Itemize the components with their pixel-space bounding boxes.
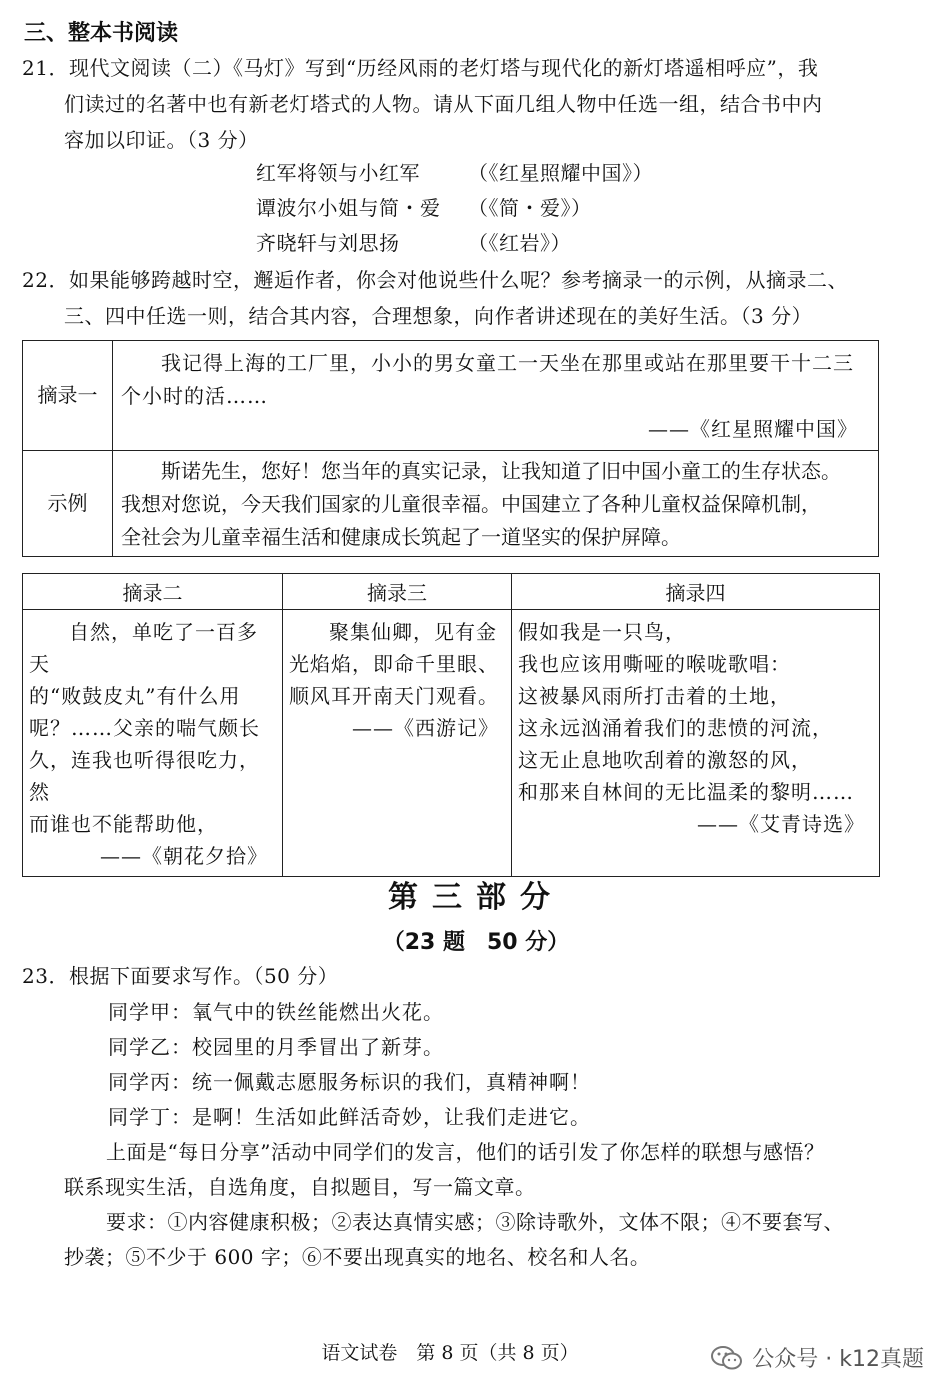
example-text xyxy=(113,451,879,557)
q21-line-1: 21．现代文阅读（二）《马灯》写到“历经风雨的老灯塔与现代化的新灯塔遥相呼应”，我 xyxy=(22,56,819,80)
q23-student-line: 同学甲：氧气中的铁丝能燃出火花。 xyxy=(108,1000,444,1024)
excerpt-four-line: 这被暴风雨所打击着的土地， xyxy=(518,684,791,708)
watermark xyxy=(710,1342,924,1373)
excerpt-three-line: 聚集仙卿，见有金 xyxy=(329,620,497,644)
q23-prompt-line: 联系现实生活，自选角度，自拟题目，写一篇文章。 xyxy=(64,1175,536,1199)
section-heading: 三、整本书阅读 xyxy=(24,21,179,46)
watermark-text: 公众号 · k12真题 xyxy=(752,1347,924,1372)
excerpt-two-line: 的“败鼓皮丸”有什么用 xyxy=(29,684,241,708)
excerpt-two-cell xyxy=(23,610,283,877)
excerpt-three-line: 顺风耳开南天门观看。 xyxy=(289,684,499,708)
q21-pair-people: 齐晓轩与刘思扬 xyxy=(256,231,400,255)
wechat-icon xyxy=(710,1344,744,1372)
excerpt-four-source: ——《艾青诗选》 xyxy=(697,812,865,836)
example-line: 全社会为儿童幸福生活和健康成长筑起了一道坚实的保护屏障。 xyxy=(121,525,681,549)
excerpt-two-source: ——《朝花夕拾》 xyxy=(100,844,268,868)
q21-pair-book: （《红星照耀中国》） xyxy=(468,161,653,185)
example-line: 我想对您说，今天我们国家的儿童很幸福。中国建立了各种儿童权益保障机制， xyxy=(121,492,821,516)
q22-line-2: 三、四中任选一则，结合其内容，合理想象，向作者讲述现在的美好生活。（3 分） xyxy=(64,304,813,328)
part-three-title: 第三部分 xyxy=(388,880,564,915)
excerpt-two-line: 自然，单吃了一百多天 xyxy=(29,620,258,676)
excerpt-three-line: 光焰焰，即命千里眼、 xyxy=(289,652,499,676)
q21-pair-book: （《红岩》） xyxy=(468,231,571,255)
excerpt-one-table xyxy=(22,340,879,557)
excerpt-one-label: 摘录一 xyxy=(23,341,113,451)
part-three-subtitle: （23 题 50 分） xyxy=(382,930,570,955)
q23-student-line: 同学丁：是啊！生活如此鲜活奇妙，让我们走进它。 xyxy=(108,1105,591,1129)
excerpt-two-line: 而谁也不能帮助他， xyxy=(29,812,218,836)
page-footer: 语文试卷 第 8 页（共 8 页） xyxy=(321,1342,579,1364)
example-label: 示例 xyxy=(23,451,113,557)
q23-prompt-line: 上面是“每日分享”活动中同学们的发言，他们的话引发了你怎样的联想与感悟？ xyxy=(106,1140,825,1164)
q23-student-line: 同学丙：统一佩戴志愿服务标识的我们，真精神啊！ xyxy=(108,1070,591,1094)
excerpt-four-header: 摘录四 xyxy=(512,574,880,610)
excerpt-four-cell xyxy=(512,610,880,877)
excerpt-two-line: 久，连我也听得很吃力，然 xyxy=(29,748,260,804)
excerpt-four-line: 这无止息地吹刮着的激怒的风， xyxy=(518,748,812,772)
excerpt-four-line: 这永远汹涌着我们的悲愤的河流， xyxy=(518,716,833,740)
excerpt-four-line: 和那来自林间的无比温柔的黎明…… xyxy=(518,780,854,804)
excerpt-three-header: 摘录三 xyxy=(283,574,512,610)
excerpt-four-line: 我也应该用嘶哑的喉咙歌唱： xyxy=(518,652,791,676)
excerpts-table xyxy=(22,573,880,877)
excerpt-one-source: ——《红星照耀中国》 xyxy=(648,417,858,441)
q23-requirement-line: 要求：①内容健康积极；②表达真情实感；③除诗歌外，文体不限；④不要套写、 xyxy=(106,1210,844,1234)
q21-line-2: 们读过的名著中也有新老灯塔式的人物。请从下面几组人物中任选一组，结合书中内 xyxy=(64,92,823,116)
q21-pair-book: （《简・爱》） xyxy=(468,196,592,220)
q23-student-line: 同学乙：校园里的月季冒出了新芽。 xyxy=(108,1035,444,1059)
q22-line-1: 22．如果能够跨越时空，邂逅作者，你会对他说些什么呢？参考摘录一的示例，从摘录二、 xyxy=(22,268,848,292)
excerpt-one-text xyxy=(113,341,879,451)
excerpt-four-line: 假如我是一只鸟， xyxy=(518,620,686,644)
excerpt-one-line: 个小时的活…… xyxy=(121,384,268,408)
excerpt-three-cell xyxy=(283,610,512,877)
excerpt-one-line: 我记得上海的工厂里，小小的男女童工一天坐在那里或站在那里要干十二三 xyxy=(161,351,854,375)
q21-pair-people: 谭波尔小姐与简・爱 xyxy=(256,196,441,220)
excerpt-two-header: 摘录二 xyxy=(23,574,283,610)
excerpt-two-line: 呢？……父亲的喘气颇长 xyxy=(29,716,260,740)
q21-line-3: 容加以印证。（3 分） xyxy=(64,128,259,152)
excerpt-three-source: ——《西游记》 xyxy=(352,716,499,740)
q23-requirement-line: 抄袭；⑤不少于 600 字；⑥不要出现真实的地名、校名和人名。 xyxy=(64,1245,651,1269)
example-line: 斯诺先生，您好！您当年的真实记录，让我知道了旧中国小童工的生存状态。 xyxy=(161,459,841,483)
q23-intro: 23．根据下面要求写作。（50 分） xyxy=(22,964,339,988)
q21-pair-people: 红军将领与小红军 xyxy=(256,161,420,185)
